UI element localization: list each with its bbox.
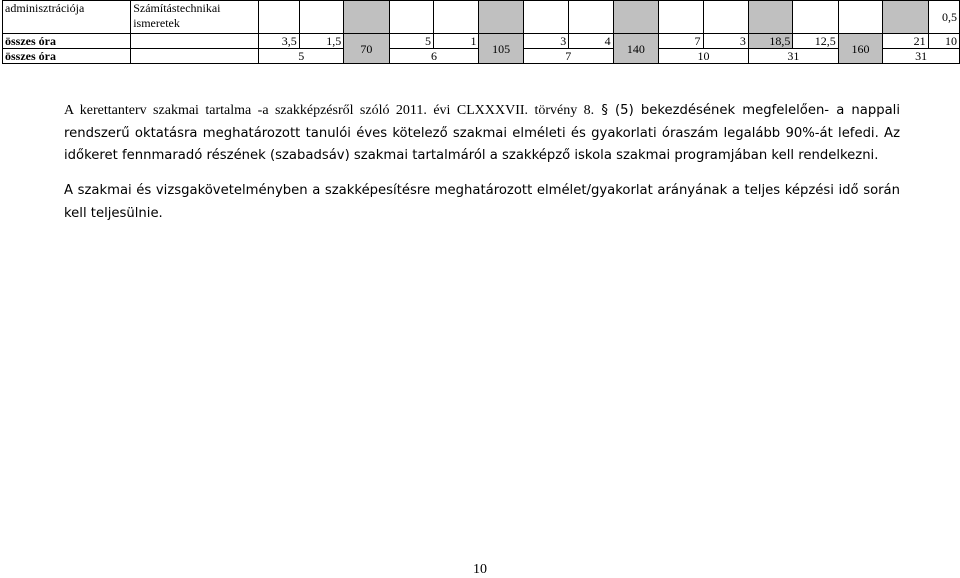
- table-cell: 12,5: [793, 34, 838, 49]
- table-cell: 10: [928, 34, 959, 49]
- paragraph-theory-practice-ratio: A szakmai és vizsgakövetelményben a szakképesítésre meghatározott elmélet/gyakorlat arányának a teljes képzési idő során kell teljesülnie.: [64, 183, 900, 221]
- paragraph-rest: § (5) bekezdésének megfelelően- a nappali rendszerű oktatásra meghatározott tanulói éves kötelező szakmai elméleti és gyakorlati óraszám legalább 90%-át lefedi. Az időkeret fennmaradó részének (szabadsáv) szakmai tartalmáról a szakképző iskola szakmai programjában kell rendelkezni.: [64, 103, 900, 163]
- table-cell: 21: [883, 34, 928, 49]
- table-cell: 4: [569, 34, 613, 49]
- table-cell: 7: [523, 49, 613, 64]
- header-cell-last: 0,5: [928, 1, 959, 34]
- table-cell: 1,5: [299, 34, 343, 49]
- paragraph-curriculum-content: [64, 100, 900, 168]
- hours-table: [2, 0, 960, 64]
- table-cell: 5: [389, 34, 433, 49]
- header-cell-admin: adminisztrációja: [3, 1, 131, 34]
- table-cell: 3: [703, 34, 748, 49]
- table-cell: 10: [659, 49, 749, 64]
- table-cell: 18,5: [748, 34, 792, 49]
- row-label: összes óra: [3, 49, 131, 64]
- table-cell: 1: [434, 34, 479, 49]
- paragraph-lead: A kerettanterv szakmai tartalma -a szakképzésről szóló 2011. évi CLXXXVII. törvény 8.: [64, 103, 595, 118]
- page-number: 10: [473, 562, 487, 577]
- table-cell: 7: [659, 34, 703, 49]
- merged-total-cell: 70: [344, 34, 389, 64]
- table-cell: 6: [389, 49, 479, 64]
- table-cell: 31: [883, 49, 960, 64]
- table-cell: 3,5: [259, 34, 299, 49]
- table-cell: 3: [523, 34, 568, 49]
- header-cell-it: Számítástechnikai ismeretek: [131, 1, 259, 34]
- table-cell: 5: [259, 49, 344, 64]
- merged-total-cell: 160: [838, 34, 882, 64]
- merged-total-cell: 140: [613, 34, 658, 64]
- row-label: összes óra: [3, 34, 131, 49]
- table-cell: 31: [748, 49, 838, 64]
- merged-total-cell: 105: [479, 34, 523, 64]
